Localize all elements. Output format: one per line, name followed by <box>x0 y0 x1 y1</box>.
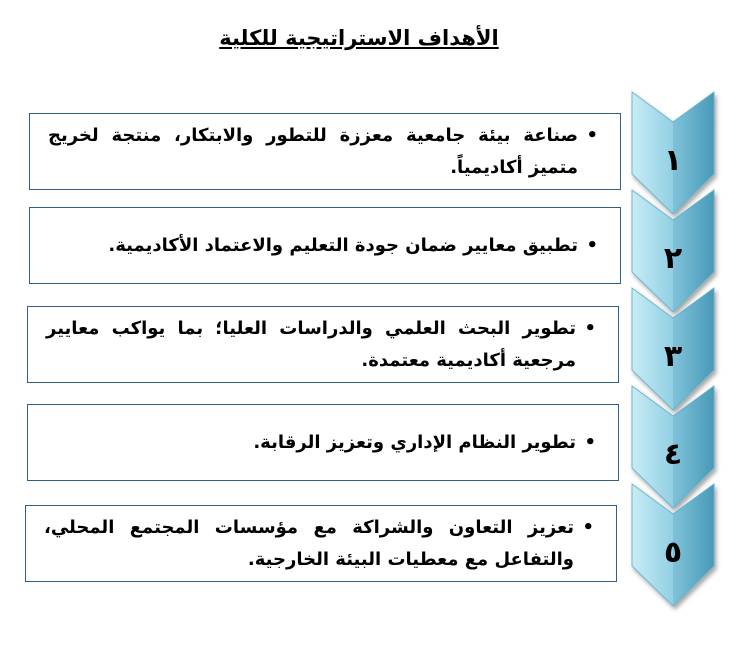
bullet: • <box>582 516 594 538</box>
step-number-4: ٤ <box>663 437 683 472</box>
bullet: • <box>584 317 596 339</box>
step-number-1: ١ <box>663 143 683 178</box>
page-title: الأهداف الاستراتيجية للكلية <box>219 26 499 50</box>
step-number-2: ٢ <box>663 241 683 276</box>
step-number-5: ٥ <box>663 535 683 570</box>
objective-box-5 <box>25 505 617 582</box>
bullet: • <box>586 234 598 256</box>
objective-box-1 <box>29 113 621 190</box>
bullet: • <box>584 431 596 453</box>
step-number-3: ٣ <box>663 339 683 374</box>
objective-text-5: تعزيز التعاون والشراكة مع مؤسسات المجتمع المحلي، والتفاعل مع معطيات البيئة الخارجية. <box>44 516 574 570</box>
bullet: • <box>586 124 598 146</box>
objective-text-2: تطبيق معايير ضمان جودة التعليم والاعتماد الأكاديمية. <box>108 234 578 256</box>
objective-box-4 <box>27 404 619 481</box>
objective-text-3: تطوير البحث العلمي والدراسات العليا؛ بما يواكب معايير مرجعية أكاديمية معتمدة. <box>46 317 576 371</box>
objective-text-4: تطوير النظام الإداري وتعزيز الرقابة. <box>253 431 576 453</box>
objective-box-2 <box>29 207 621 284</box>
objective-text-1: صناعة بيئة جامعية معززة للتطور والابتكار، منتجة لخريج متميز أكاديمياً. <box>48 124 578 178</box>
objective-box-3 <box>27 306 619 383</box>
